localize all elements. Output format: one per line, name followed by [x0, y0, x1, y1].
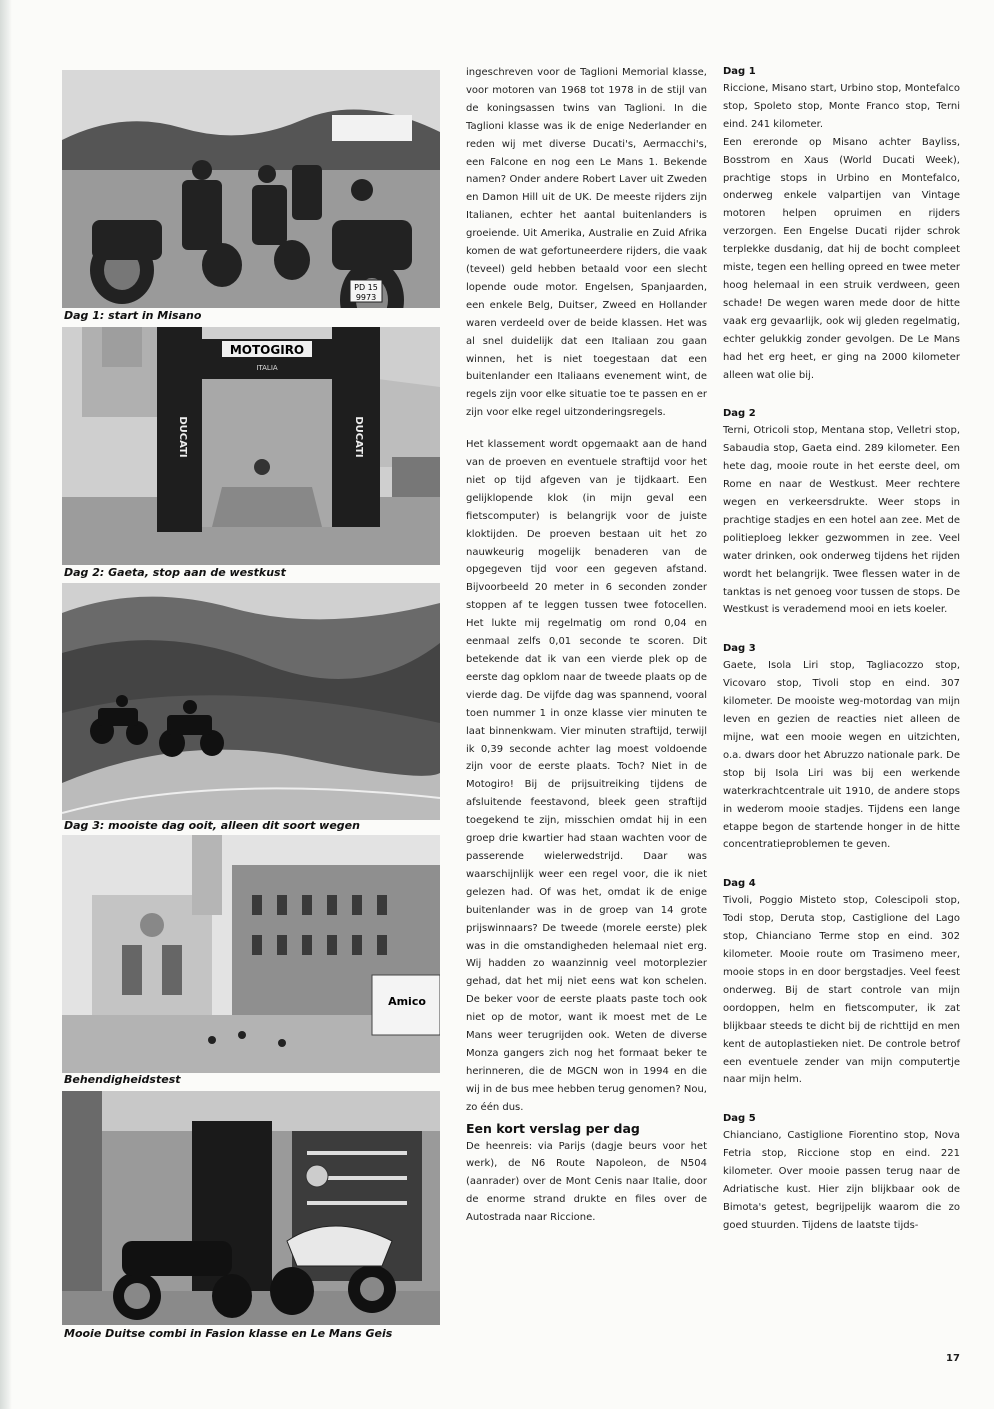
photo-town-square	[62, 835, 440, 1073]
section-heading: Een kort verslag per dag	[466, 1120, 640, 1136]
day-3-text: Gaete, Isola Liri stop, Tagliacozzo stop, Vicovaro stop, Tivoli stop en eind. 307 kilometer. De mooiste weg-motordag van mijn leven en gezien de reacties niet alleen de mijne, wat een mooie wegen en uitzichten, o.a. dwars door het Abruzzo nationale park. De stop bij Isola Liri was bij een werkende waterkrachtcentrale uit 1910, de andere stops in wederom mooie stadjes. Tijdens een lange etappe begon de startende honger in de hitte concentratieproblemen te geven.	[723, 660, 960, 851]
photo-mountain-road	[62, 583, 440, 820]
day-3-title: Dag 3	[723, 643, 756, 655]
photo-shop-front	[62, 1091, 440, 1325]
day-4-title: Dag 4	[723, 878, 756, 890]
page-number: 17	[946, 1353, 960, 1364]
day-1-section	[723, 64, 960, 384]
day-2-text: Terni, Otricoli stop, Mentana stop, Velletri stop, Sabaudia stop, Gaeta eind. 289 kilometer. Een hete dag, mooie route in het eerste deel, om Rome en naar de Westkust. Meer rechtere wegen en verkeersdrukte. Weer stops in prachtige stadjes en een hotel aan zee. Met de politieploeg lekker gezwommen in zee. Veel water drinken, ook onderweg tijdens het rijden wordt het belangrijk. Twee flessen water in de tanktas is net genoeg voor tussen de stops. De Westkust is verademend mooi en iets koeler.	[723, 425, 960, 616]
day-1-text: Een ereronde op Misano achter Bayliss, Bosstrom en Xaus (World Ducati Week), prachtige stops in Urbino en Montefalco, onderweg enkele valpartijen van Vintage motoren helpen opruimen en rijders verzorgen. Een Engelse Ducati rijder schrok terplekke dusdanig, dat hij de bocht compleet miste, tegen een helling opreed en twee meter hoog helemaal in een struik verdween, geen schade! De wegen waren mede door de hitte vaak erg gevaarlijk, ook wij gleden regelmatig, echter gelukkig zonder gevolgen. De Le Mans had het erg heet, er ging na 2000 kilometer alleen wat olie bij.	[723, 136, 960, 381]
middle-paragraph-1: ingeschreven voor de Taglioni Memorial klasse, voor motoren van 1968 tot 1978 in de stijl van de koningsassen twins van Taglioni. In die Taglioni klasse was ik de enige Nederlander en reden wij met diverse Ducati's, Aermacchi's, een Falcone en nog een Le Mans 1. Bekende namen? Onder andere Robert Laver uit Zweden en Damon Hill uit de UK. De meeste rijders zijn Italianen, echter het aantal buitenlanders is groeiende. Uit Amerika, Australie en Zuid Afrika komen de wat gefortuneerdere rijders, die vaak (teveel) geld hebben betaald voor een slecht lopende oude motor. Engelsen, Spanjaarden, een enkele Belg, Duitser, Zweed en Hollander waren verdeeld over de beide klassen. Het was al snel duidelijk dat een Italiaan zou gaan winnen, het is niet toegestaan dat een buitenlander een Italiaans evenement wint, de regels zijn voor elke situatie toe te passen en er zijn voor elke regel uitzonderingsregels.	[466, 67, 707, 419]
day-2-title: Dag 2	[723, 408, 756, 420]
arch-banner-text: MOTOGIRO	[229, 343, 305, 357]
day-4-section	[723, 876, 960, 1089]
day-3-section	[723, 641, 960, 854]
page-edge-shadow	[0, 0, 12, 1409]
caption-photo-2: Dag 2: Gaeta, stop aan de westkust	[64, 566, 286, 579]
caption-photo-5: Mooie Duitse combi in Fasion klasse en Le Mans Geis	[64, 1327, 393, 1340]
caption-photo-3: Dag 3: mooiste dag ooit, alleen dit soort wegen	[64, 819, 360, 832]
middle-paragraph-2: Het klassement wordt opgemaakt aan de hand van de proeven en eventuele straftijd voor het niet op tijd afgeven van je tijdkaart. Een gelijklopende klok (in mijn geval een fietscomputer) is belangrijk voor de juiste kloktijden. De proeven bestaan uit het zo nauwkeurig mogelijk benaderen van de opgegeven tijd voor een gegeven afstand. Bijvoorbeeld 20 meter in 6 seconden zonder stoppen af te leggen tussen twee fotocellen. Het lukte mij regelmatig om rond 0,04 en eenmaal zelfs 0,01 seconde te scoren. Dit betekende dat ik van een vierde plek op de eerste dag opklom naar de tweede plaats op de vierde dag. De vijfde dag was spannend, vooral toen nummer 1 in onze klasse vier minuten te laat binnenkwam. Vier minuten straftijd, terwijl ik 0,39 seconde achter lag moest voldoende zijn voor de eerste plaats. Toch? Niet in de Motogiro! Bij de prijsuitreiking tijdens de afsluitende feestavond, bleek geen straftijd toegekend te zijn, misschien omdat hij in een groep drie kwartier had staan wachten voor de passerende wielerwedstrijd. Daar was waarschijnlijk weer een regel voor, die ik niet gelezen had. Of was het, omdat ik de enige buitenlander was in de groep van 14 grote prijswinnaars? De tweede (morele eerste) plek was in die omstandigheden helemaal niet erg. Wij hadden zo waanzinnig veel motorplezier gehad, dat het mij niet eens wat kon schelen. De beker voor de eerste plaats paste toch ook niet op de motor, want ik moest met de Le Mans weer terugrijden ook. Weten de diverse Monza gangers zich nog het formaat beker te herinneren, die de MGCN won in 1994 en die wij in de bus mee hebben terug genomen? Nou, zo één dus.	[466, 439, 707, 1113]
day-2-section	[723, 406, 960, 619]
day-5-title: Dag 5	[723, 1113, 756, 1125]
day-1-title: Dag 1	[723, 66, 756, 77]
day-5-text: Chianciano, Castiglione Fiorentino stop, Nova Fetria stop, Riccione stop en eind. 221 kilometer. Over mooie passen terug naar de Adriatische kust. Hier zijn blijkbaar ook de Bimota's getest, begrijpelijk waarom die zo goed stuurden. Tijdens de laatste tijds-	[723, 1130, 960, 1231]
arch-right-text: DUCATI	[353, 416, 364, 458]
middle-paragraph-3: De heenreis: via Parijs (dagje beurs voor het werk), de N6 Route Napoleon, de N504 (aanrader) over de Mont Cenis naar Italie, door de enorme strand drukte en files over de Autostrada naar Riccione.	[466, 1140, 707, 1224]
photo-gaeta-arch	[62, 327, 440, 565]
photo-start-misano	[62, 70, 440, 308]
middle-column	[466, 64, 707, 1227]
arch-left-text: DUCATI	[177, 416, 188, 458]
day-1-route: Riccione, Misano start, Urbino stop, Montefalco stop, Spoleto stop, Monte Franco stop, Terni eind. 241 kilometer.	[723, 83, 960, 130]
plate-text-2: 9973	[355, 293, 377, 302]
day-4-text: Tivoli, Poggio Misteto stop, Colescipoli stop, Todi stop, Deruta stop, Castiglione del Lago stop, Chianciano Terme stop en eind. 302 kilometer. Mooie route om Trasimeno meer, mooie stops in en door bergstadjes. Veel feest onderweg. Bij de start controle van mijn oordoppen, helm en fietscomputer, ik zat blijkbaar steeds te dicht bij de richttijd en men kent de autoplastieken niet. De controle betrof een eventuele zender van mijn computertje naar mijn helm.	[723, 895, 960, 1086]
caption-photo-1: Dag 1: start in Misano	[64, 309, 202, 322]
arch-sub-text: ITALIA	[256, 364, 278, 372]
plate-text-1: PD 15	[354, 283, 378, 292]
van-logo-text: Amico	[388, 995, 426, 1008]
caption-photo-4: Behendigheidstest	[64, 1073, 181, 1086]
day-5-section	[723, 1111, 960, 1234]
right-column	[723, 64, 960, 1235]
